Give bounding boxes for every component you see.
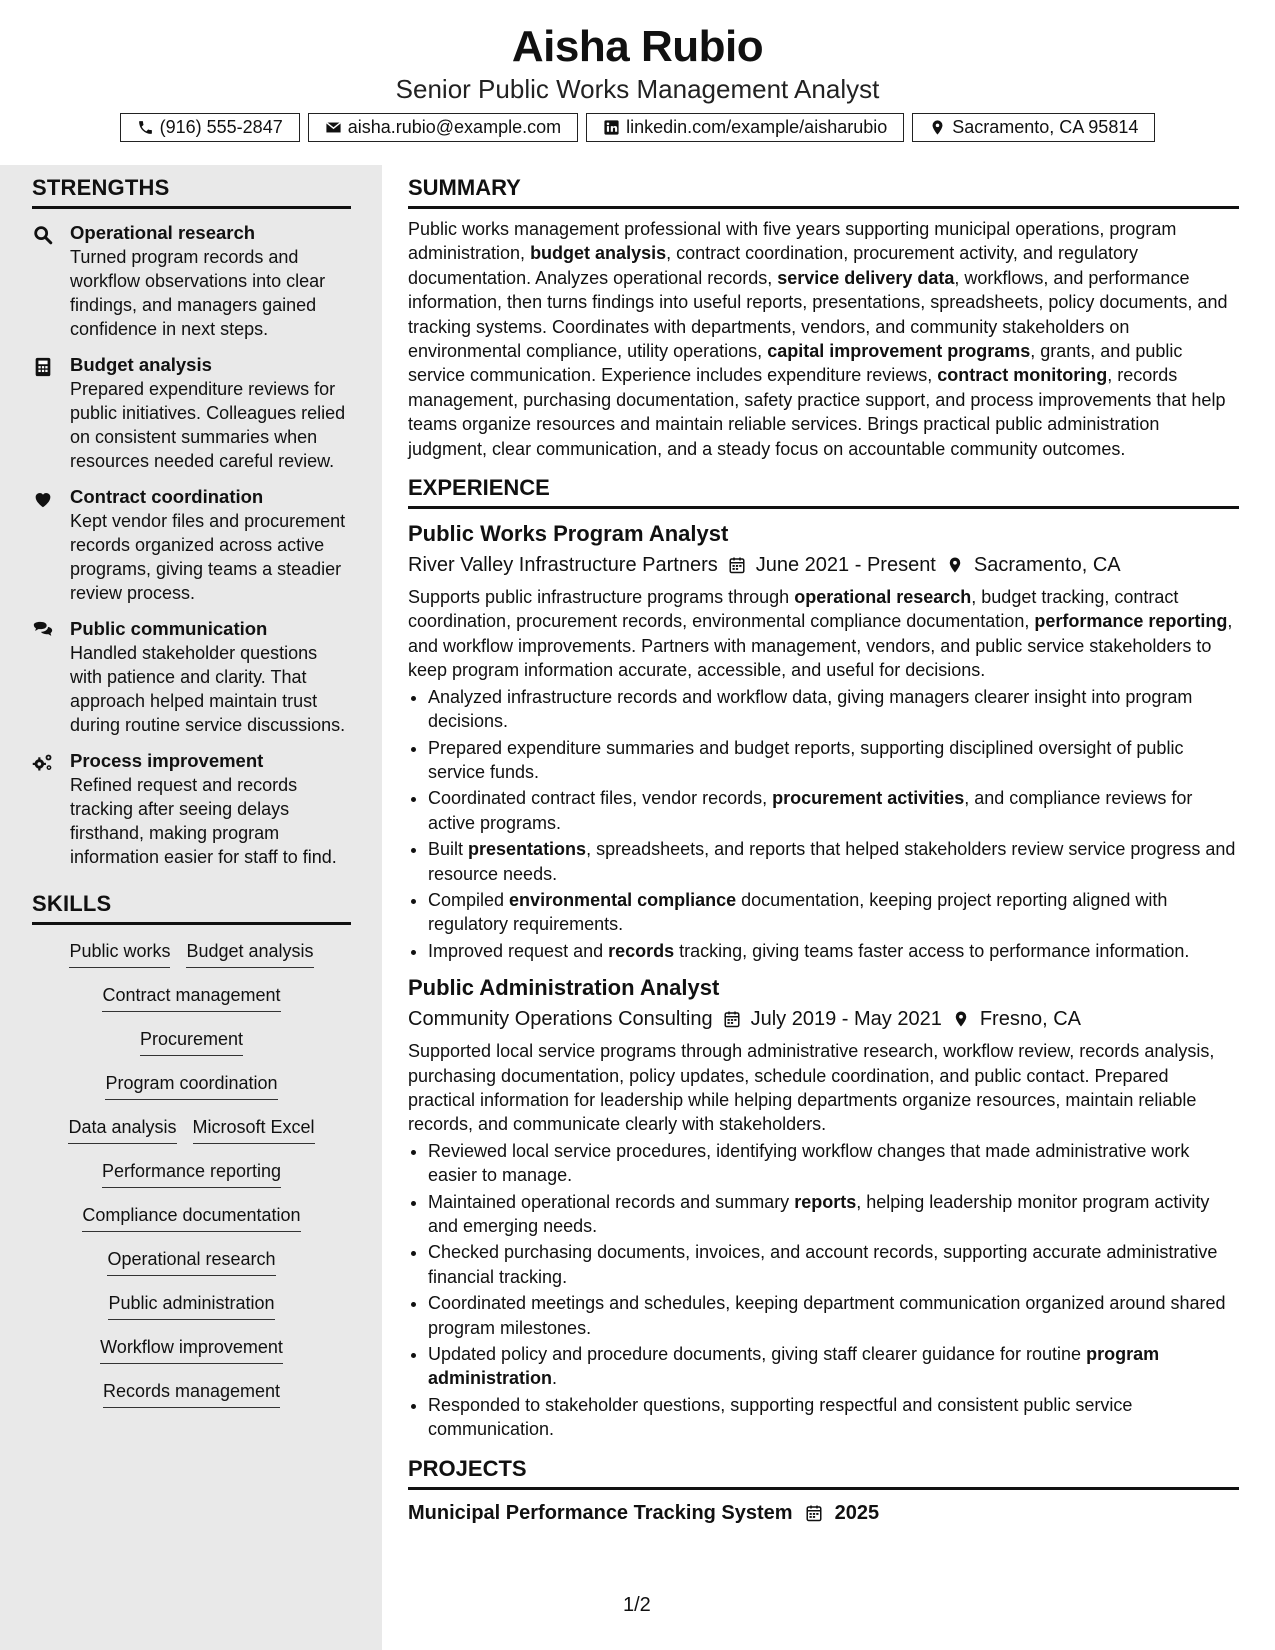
bold-keyword: records <box>608 940 675 961</box>
text-run: . <box>552 1368 558 1389</box>
bold-keyword: procurement activities <box>772 788 965 809</box>
gears-icon <box>32 752 54 774</box>
strengths-heading: STRENGTHS <box>32 175 351 209</box>
strength-title: Budget analysis <box>70 354 212 375</box>
bullet-item <box>428 1393 1239 1442</box>
skill-tag: Program coordination <box>105 1071 277 1100</box>
bullet-item <box>428 786 1239 835</box>
skill-tag: Compliance documentation <box>82 1203 300 1232</box>
candidate-name: Aisha Rubio <box>511 22 764 71</box>
text-run: Built <box>428 839 469 860</box>
job-company: Community Operations Consulting <box>408 1008 713 1031</box>
contact-location-text: Sacramento, CA 95814 <box>952 117 1139 137</box>
text-run: , records management, purchasing documentation, safety practice support, and process improvements that help teams organize resources and maintain reliable services. Brings practical public administration judgment, clear communication, and a steady focus on accountable community outcomes. <box>408 365 1226 459</box>
sidebar <box>0 165 382 1650</box>
calculator-icon <box>32 356 54 378</box>
strength-title: Process improvement <box>70 750 264 771</box>
main-content <box>408 165 1239 1525</box>
text-run: Coordinated meetings and schedules, keeping department communication organized around shared program milestones. <box>428 1293 1226 1338</box>
skills-list <box>32 939 351 1408</box>
strength-desc: Handled stakeholder questions with patience and clarity. That approach helped maintain trust during routine service discussions. <box>70 643 346 735</box>
job-title: Public Works Program Analyst <box>408 521 729 547</box>
skill-tag: Public works <box>69 939 170 968</box>
calendar-icon <box>723 1010 741 1028</box>
text-run: Coordinated contract files, vendor records, <box>428 788 773 809</box>
bold-keyword: performance reporting <box>1034 611 1228 632</box>
job-intro <box>408 1039 1239 1137</box>
skill-tag: Procurement <box>140 1027 243 1056</box>
text-run: , and compliance reviews for active programs. <box>428 788 1193 833</box>
skill-tag: Contract management <box>102 983 280 1012</box>
bullet-item <box>428 685 1239 734</box>
text-run: Analyzed infrastructure records and workflow data, giving managers clearer insight into program decisions. <box>428 686 1193 732</box>
strength-item <box>32 617 351 737</box>
contact-email <box>308 113 578 142</box>
text-run: Updated policy and procedure documents, giving staff clearer guidance for routine <box>428 1344 1087 1365</box>
skill-tag: Operational research <box>107 1247 275 1276</box>
strength-item <box>32 749 351 869</box>
projects-heading: PROJECTS <box>408 1456 1239 1490</box>
text-run: Supported local service programs through administrative research, workflow review, records analysis, purchasing documentation, policy updates, schedule coordination, and public contact. Prepared practical information for leadership while helping departments organize resources, maintain reliable records, and communicate clearly with stakeholders. <box>408 1041 1215 1135</box>
text-run: , grants, and public service communication. Experience includes expenditure reviews, <box>408 341 1183 386</box>
page-number: 1/2 <box>623 1594 651 1616</box>
job-bullets <box>408 1139 1239 1442</box>
contact-email-text: aisha.rubio@example.com <box>347 117 562 137</box>
bold-keyword: capital improvement programs <box>767 341 1031 362</box>
bullet-item <box>428 1291 1239 1340</box>
job-location: Sacramento, CA <box>973 554 1121 577</box>
text-run: Supports public infrastructure programs through <box>408 587 795 608</box>
strength-item <box>32 221 351 341</box>
job-dates: July 2019 - May 2021 <box>750 1008 942 1031</box>
bold-keyword: service delivery data <box>777 267 955 288</box>
project-title: Municipal Performance Tracking System <box>408 1501 793 1524</box>
heart-icon <box>32 488 54 510</box>
candidate-title: Senior Public Works Management Analyst <box>395 74 880 104</box>
text-run: Maintained operational records and summary <box>428 1191 795 1212</box>
job-location: Fresno, CA <box>979 1008 1081 1031</box>
text-run: , contract coordination, procurement activity, and regulatory documentation. Analyzes operational records, <box>408 243 1139 288</box>
text-run: , workflows, and performance information, then turns findings into useful reports, presentations, spreadsheets, policy documents, and tracking systems. Coordinates with departments, vendors, and community stakeholders on environmental compliance, utility operations, <box>408 267 1228 362</box>
phone-icon <box>137 119 154 136</box>
map-pin-icon <box>929 119 946 136</box>
skill-tag: Records management <box>103 1379 280 1408</box>
contact-linkedin <box>586 113 904 142</box>
resume-header <box>0 0 1275 165</box>
bullet-item <box>428 939 1239 963</box>
map-pin-icon <box>952 1010 970 1028</box>
job-company: River Valley Infrastructure Partners <box>408 554 718 577</box>
bullet-item <box>428 837 1239 886</box>
text-run: Checked purchasing documents, invoices, and account records, supporting accurate administrative financial tracking. <box>428 1242 1218 1287</box>
skill-tag: Budget analysis <box>186 939 313 968</box>
text-run: tracking, giving teams faster access to performance information. <box>674 940 1190 961</box>
strength-desc: Prepared expenditure reviews for public initiatives. Colleagues relied on consistent summaries when resources needed careful review. <box>70 379 346 471</box>
job-entry <box>408 973 1239 1442</box>
bold-keyword: presentations <box>468 839 587 860</box>
bullet-item <box>428 888 1239 937</box>
contact-bar <box>0 113 1275 142</box>
bold-keyword: budget analysis <box>530 243 667 264</box>
contact-location <box>912 113 1155 142</box>
project-entry <box>408 1502 1239 1525</box>
strength-title: Public communication <box>70 618 268 639</box>
job-title: Public Administration Analyst <box>408 975 720 1001</box>
project-year: 2025 <box>834 1501 880 1524</box>
search-icon <box>32 224 54 246</box>
skill-tag: Public administration <box>108 1291 274 1320</box>
skill-tag: Workflow improvement <box>100 1335 283 1364</box>
bullet-item <box>428 1240 1239 1289</box>
bullet-item <box>428 736 1239 785</box>
job-meta <box>408 1005 1239 1033</box>
strength-title: Operational research <box>70 222 256 243</box>
bold-keyword: reports <box>794 1191 857 1212</box>
bullet-item <box>428 1190 1239 1239</box>
calendar-icon <box>805 1504 823 1522</box>
contact-linkedin-text: linkedin.com/example/aisharubio <box>626 117 888 137</box>
bold-keyword: operational research <box>794 587 972 608</box>
skills-heading: SKILLS <box>32 891 351 925</box>
text-run: , spreadsheets, and reports that helped stakeholders review service progress and resource needs. <box>428 839 1236 884</box>
text-run: Compiled <box>428 889 510 910</box>
contact-phone-text: (916) 555-2847 <box>159 117 283 137</box>
job-bullets <box>408 685 1239 963</box>
job-meta <box>408 551 1239 579</box>
text-run: Reviewed local service procedures, identifying workflow changes that made administrative work easier to manage. <box>428 1140 1190 1186</box>
strength-desc: Refined request and records tracking after seeing delays firsthand, making program information easier for staff to find. <box>70 775 337 867</box>
summary-text <box>408 217 1239 461</box>
envelope-icon <box>325 119 342 136</box>
job-dates: June 2021 - Present <box>755 554 936 577</box>
bold-keyword: environmental compliance <box>509 889 737 910</box>
job-entry <box>408 519 1239 963</box>
calendar-icon <box>728 556 746 574</box>
strength-desc: Turned program records and workflow observations into clear findings, and managers gained confidence in next steps. <box>70 247 326 339</box>
job-intro <box>408 585 1239 683</box>
map-pin-icon <box>946 556 964 574</box>
bullet-item <box>428 1342 1239 1391</box>
strength-desc: Kept vendor files and procurement records organized across active programs, giving teams a steadier review process. <box>70 511 346 603</box>
bullet-item <box>428 1139 1239 1188</box>
text-run: Public works management professional with five years supporting municipal operations, program administration, <box>408 219 1177 264</box>
text-run: Prepared expenditure summaries and budget reports, supporting disciplined oversight of public service funds. <box>428 737 1184 782</box>
strength-item <box>32 353 351 473</box>
text-run: , and workflow improvements. Partners with management, vendors, and public service stakeholders to keep program information accurate, accessible, and useful for decisions. <box>408 611 1233 681</box>
skill-tag: Microsoft Excel <box>193 1115 315 1144</box>
summary-heading: SUMMARY <box>408 175 1239 209</box>
linkedin-icon <box>603 119 620 136</box>
strength-title: Contract coordination <box>70 486 264 507</box>
contact-phone <box>120 113 300 142</box>
text-run: Improved request and <box>428 940 609 961</box>
text-run: , budget tracking, contract coordination, procurement records, environmental compliance documentation, <box>408 587 1179 632</box>
experience-heading: EXPERIENCE <box>408 475 1239 509</box>
text-run: Responded to stakeholder questions, supporting respectful and consistent public service communication. <box>428 1394 1133 1440</box>
strength-item <box>32 485 351 605</box>
bold-keyword: program administration <box>428 1344 1160 1389</box>
text-run: documentation, keeping project reporting aligned with regulatory requirements. <box>428 889 1168 935</box>
skill-tag: Performance reporting <box>102 1159 281 1188</box>
skill-tag: Data analysis <box>68 1115 176 1144</box>
text-run: , helping leadership monitor program activity and emerging needs. <box>428 1191 1210 1236</box>
bold-keyword: contract monitoring <box>937 365 1108 386</box>
chat-bubbles-icon <box>32 620 54 642</box>
